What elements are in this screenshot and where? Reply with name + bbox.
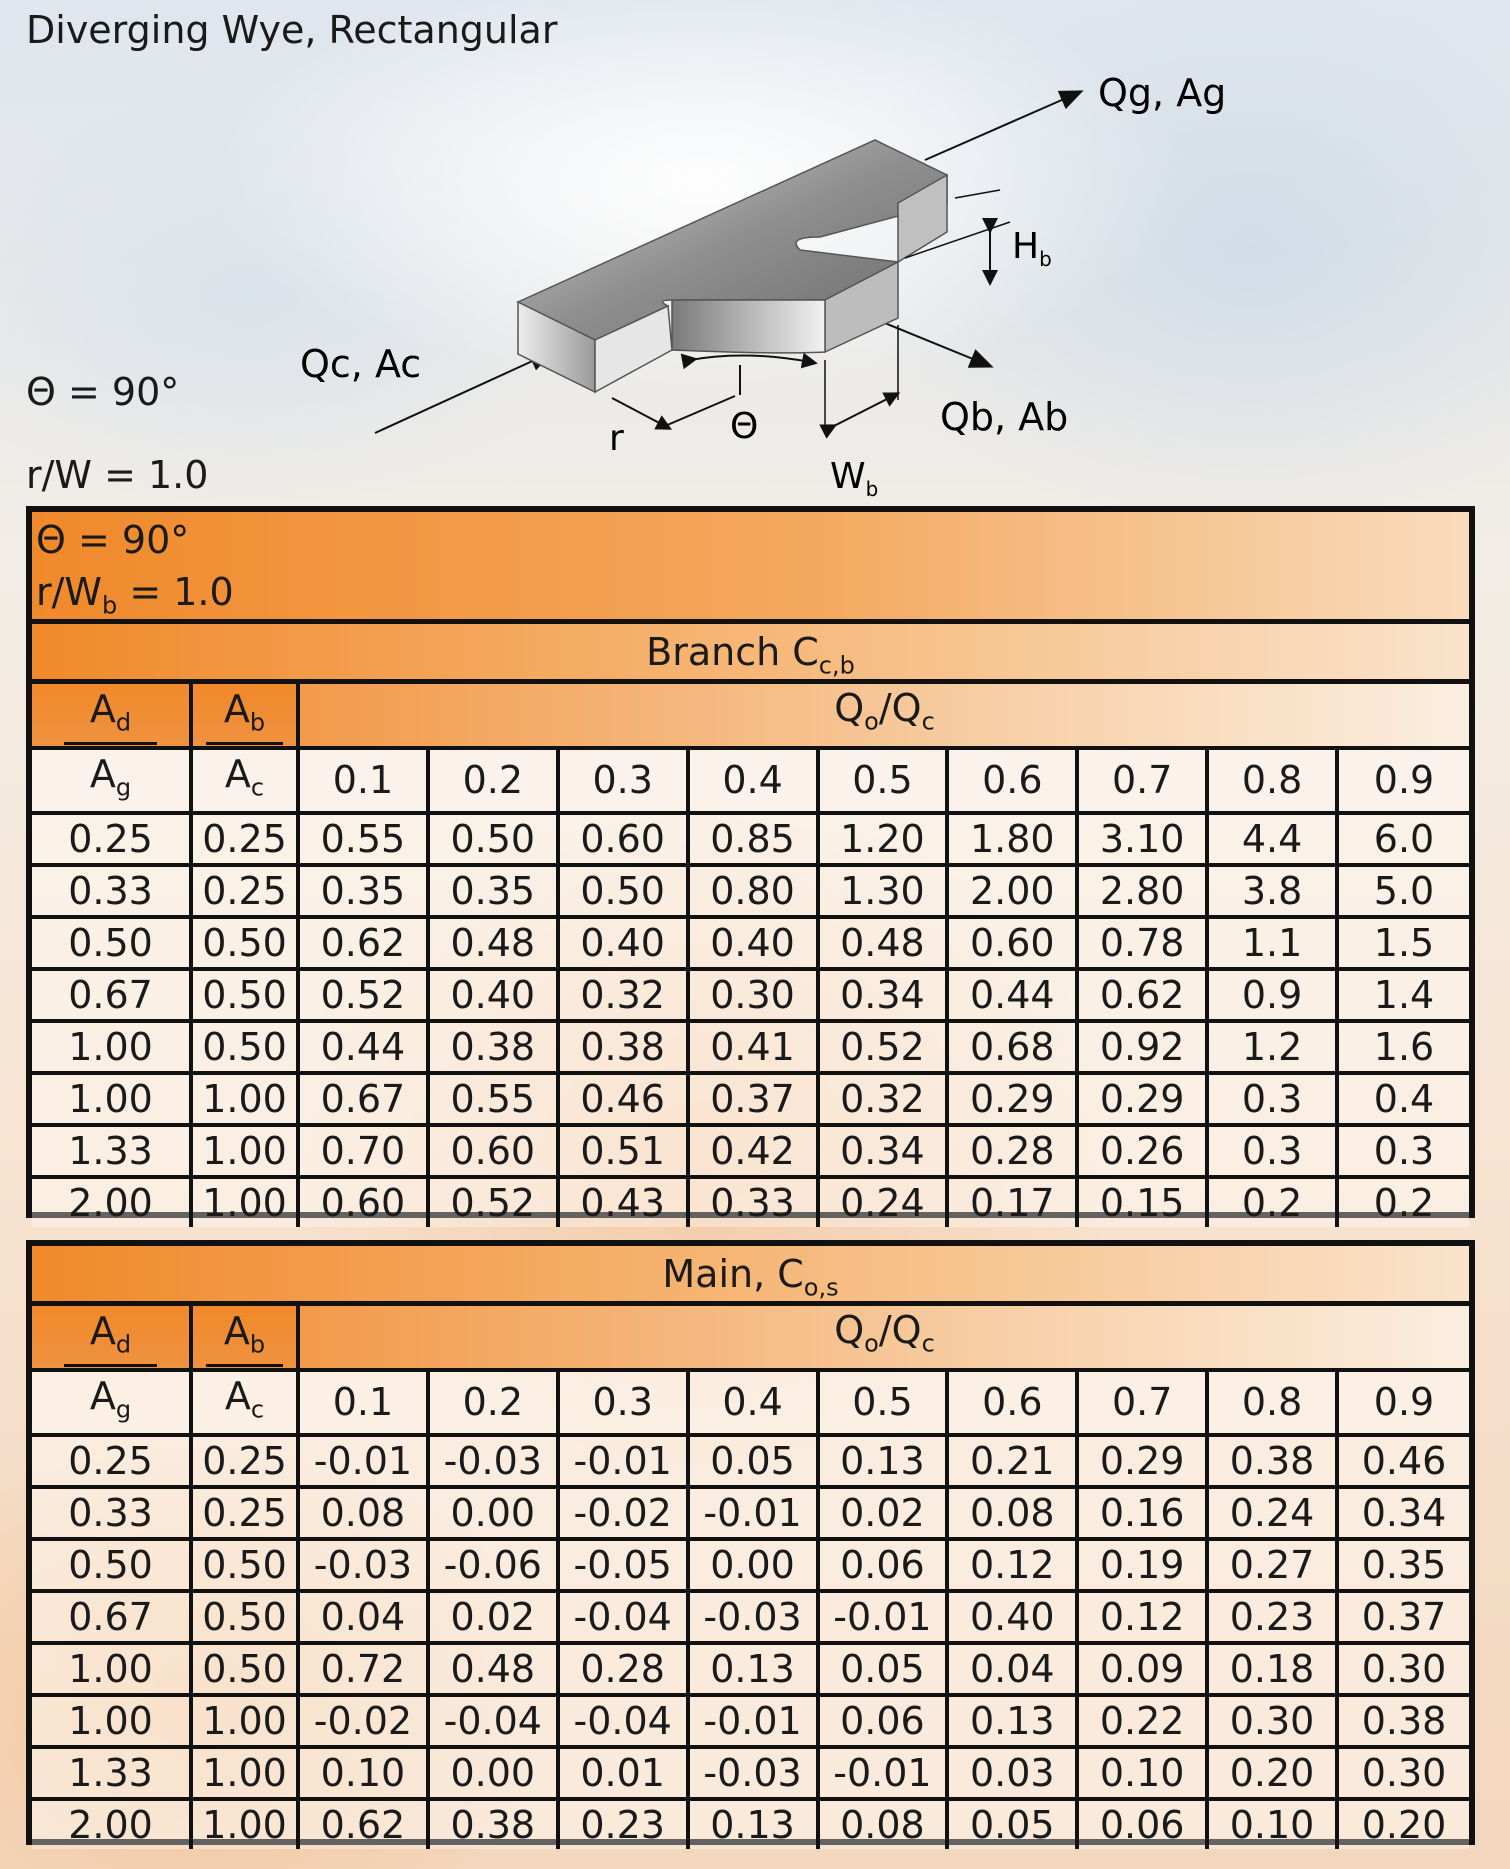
- coefficient-cell: 0.44: [949, 971, 1079, 1023]
- qc-label: Qc, Ac: [300, 342, 422, 386]
- coefficient-cell: 0.04: [300, 1593, 430, 1645]
- theta-symbol: Θ: [730, 406, 759, 447]
- coefficient-cell: -0.01: [300, 1437, 430, 1489]
- table-row: [32, 867, 1469, 919]
- coefficient-cell: 1.20: [820, 815, 950, 867]
- main-table-frame: [26, 1240, 1475, 1848]
- coefficient-cell: 1.2: [1209, 1023, 1339, 1075]
- coefficient-cell: 0.15: [1079, 1179, 1209, 1227]
- ab-ac-cell: 1.00: [193, 1127, 300, 1179]
- coefficient-cell: 0.60: [949, 919, 1079, 971]
- coefficient-cell: 0.04: [949, 1645, 1079, 1697]
- coefficient-cell: 2.80: [1079, 867, 1209, 919]
- ad-ag-cell: 1.00: [32, 1697, 193, 1749]
- coefficient-cell: 0.42: [690, 1127, 820, 1179]
- coefficient-cell: 0.2: [1209, 1179, 1339, 1227]
- coefficient-cell: 0.40: [949, 1593, 1079, 1645]
- param-theta: Θ = 90°: [36, 518, 190, 562]
- coefficient-cell: 0.43: [560, 1179, 690, 1227]
- coefficient-cell: 0.18: [1209, 1645, 1339, 1697]
- page-title: Diverging Wye, Rectangular: [26, 8, 558, 52]
- q-ratio-value: 0.9: [1339, 750, 1469, 816]
- coefficient-cell: 0.29: [1079, 1075, 1209, 1127]
- wb-label: $W_b$: [830, 456, 879, 501]
- coefficient-cell: 0.10: [1209, 1801, 1339, 1849]
- ab-header: $A_b$: [193, 1306, 300, 1372]
- ad-ag-cell: 1.00: [32, 1075, 193, 1127]
- ab-ac-cell: 0.50: [193, 919, 300, 971]
- coefficient-cell: 0.10: [300, 1749, 430, 1801]
- ad-ag-cell: 0.50: [32, 919, 193, 971]
- table-row: [32, 1541, 1469, 1593]
- coefficient-cell: 0.30: [1339, 1645, 1469, 1697]
- coefficient-cell: 0.44: [300, 1023, 430, 1075]
- coefficient-cell: 0.00: [690, 1541, 820, 1593]
- qb-label: Qb, Ab: [940, 395, 1069, 439]
- coefficient-cell: 0.08: [820, 1801, 950, 1849]
- coefficient-cell: 0.62: [300, 1801, 430, 1849]
- wb-dimension: [830, 396, 893, 428]
- coefficient-cell: 0.38: [1339, 1697, 1469, 1749]
- coefficient-cell: 3.8: [1209, 867, 1339, 919]
- ab-ac-cell: 0.25: [193, 815, 300, 867]
- coefficient-cell: 0.78: [1079, 919, 1209, 971]
- coefficient-cell: 1.4: [1339, 971, 1469, 1023]
- coefficient-cell: -0.03: [300, 1541, 430, 1593]
- coefficient-cell: 0.30: [1339, 1749, 1469, 1801]
- coefficient-cell: 0.80: [690, 867, 820, 919]
- coefficient-cell: 0.52: [820, 1023, 950, 1075]
- coefficient-cell: 0.29: [1079, 1437, 1209, 1489]
- coefficient-cell: 0.26: [1079, 1127, 1209, 1179]
- coefficient-cell: 0.3: [1209, 1075, 1339, 1127]
- ad-ag-cell: 0.33: [32, 1489, 193, 1541]
- ab-ac-cell: 1.00: [193, 1075, 300, 1127]
- coefficient-cell: 0.40: [690, 919, 820, 971]
- coefficient-cell: 0.46: [1339, 1437, 1469, 1489]
- coefficient-cell: 0.41: [690, 1023, 820, 1075]
- coefficient-cell: 0.48: [820, 919, 950, 971]
- outlet-b-arrow: [870, 317, 990, 366]
- coefficient-cell: 0.09: [1079, 1645, 1209, 1697]
- ab-ac-cell: 1.00: [193, 1697, 300, 1749]
- table-row: [32, 1645, 1469, 1697]
- ab-ac-cell: 1.00: [193, 1179, 300, 1227]
- ad-ag-cell: 2.00: [32, 1179, 193, 1227]
- coefficient-cell: 1.6: [1339, 1023, 1469, 1075]
- coefficient-cell: 0.30: [690, 971, 820, 1023]
- coefficient-cell: 0.32: [820, 1075, 950, 1127]
- coefficient-cell: 0.37: [690, 1075, 820, 1127]
- coefficient-cell: 0.10: [1079, 1749, 1209, 1801]
- coefficient-cell: 0.08: [949, 1489, 1079, 1541]
- coefficient-cell: 0.72: [300, 1645, 430, 1697]
- branch-table: [32, 684, 1469, 1227]
- coefficient-cell: 1.30: [820, 867, 950, 919]
- coefficient-cell: 4.4: [1209, 815, 1339, 867]
- ab-header: $A_b$: [193, 684, 300, 750]
- coefficient-cell: 0.48: [430, 919, 560, 971]
- table-row: [32, 815, 1469, 867]
- coefficient-cell: 2.00: [949, 867, 1079, 919]
- coefficient-cell: 0.34: [820, 1127, 950, 1179]
- coefficient-cell: 0.13: [949, 1697, 1079, 1749]
- coefficient-cell: 0.01: [560, 1749, 690, 1801]
- main-table: [32, 1306, 1469, 1849]
- coefficient-cell: 0.55: [300, 815, 430, 867]
- coefficient-cell: 0.48: [430, 1645, 560, 1697]
- coefficient-cell: 0.35: [430, 867, 560, 919]
- coefficient-cell: 0.46: [560, 1075, 690, 1127]
- r-label: r: [609, 418, 624, 459]
- coefficient-cell: 0.70: [300, 1127, 430, 1179]
- table-row: [32, 1023, 1469, 1075]
- coefficient-cell: 0.9: [1209, 971, 1339, 1023]
- coefficient-cell: 0.40: [430, 971, 560, 1023]
- table-row: [32, 1489, 1469, 1541]
- ad-ag-cell: 0.25: [32, 1437, 193, 1489]
- coefficient-cell: 0.21: [949, 1437, 1079, 1489]
- coefficient-cell: 0.3: [1209, 1127, 1339, 1179]
- coefficient-cell: -0.01: [560, 1437, 690, 1489]
- coefficient-cell: 0.02: [820, 1489, 950, 1541]
- coefficient-cell: -0.04: [430, 1697, 560, 1749]
- ab-ac-cell: 0.25: [193, 867, 300, 919]
- coefficient-cell: 0.06: [820, 1541, 950, 1593]
- curved-wall: [672, 300, 825, 353]
- q-ratio-value: 0.2: [430, 1372, 560, 1438]
- coefficient-cell: 0.24: [1209, 1489, 1339, 1541]
- ad-ag-cell: 1.00: [32, 1023, 193, 1075]
- coefficient-cell: 0.38: [430, 1801, 560, 1849]
- ab-ac-cell: 0.50: [193, 1593, 300, 1645]
- ab-ac-cell: 1.00: [193, 1749, 300, 1801]
- coefficient-cell: -0.02: [300, 1697, 430, 1749]
- coefficient-cell: 0.13: [820, 1437, 950, 1489]
- ad-header: $A_d$: [32, 684, 193, 750]
- coefficient-cell: 0.22: [1079, 1697, 1209, 1749]
- coefficient-cell: 1.80: [949, 815, 1079, 867]
- coefficient-cell: -0.05: [560, 1541, 690, 1593]
- ad-ag-cell: 1.00: [32, 1645, 193, 1697]
- coefficient-cell: 0.17: [949, 1179, 1079, 1227]
- coefficient-cell: 0.23: [1209, 1593, 1339, 1645]
- flow-ratio-header: $Q_o/Q_c$: [300, 1306, 1469, 1372]
- table-row: [32, 919, 1469, 971]
- ad-ag-cell: 0.67: [32, 1593, 193, 1645]
- coefficient-cell: 0.23: [560, 1801, 690, 1849]
- coefficient-cell: 0.20: [1339, 1801, 1469, 1849]
- branch-table-frame: [26, 506, 1475, 1226]
- table-row: [32, 971, 1469, 1023]
- coefficient-cell: 0.35: [1339, 1541, 1469, 1593]
- coefficient-cell: -0.01: [820, 1749, 950, 1801]
- ab-ac-cell: 0.25: [193, 1489, 300, 1541]
- coefficient-cell: 0.28: [560, 1645, 690, 1697]
- coefficient-cell: 0.02: [430, 1593, 560, 1645]
- q-ratio-value: 0.9: [1339, 1372, 1469, 1438]
- q-ratio-value: 0.4: [690, 1372, 820, 1438]
- coefficient-cell: 0.38: [430, 1023, 560, 1075]
- q-ratio-value: 0.4: [690, 750, 820, 816]
- q-ratio-value: 0.8: [1209, 1372, 1339, 1438]
- coefficient-cell: 0.50: [430, 815, 560, 867]
- ab-ac-cell: 1.00: [193, 1801, 300, 1849]
- coefficient-cell: 0.12: [1079, 1593, 1209, 1645]
- coefficient-cell: 0.92: [1079, 1023, 1209, 1075]
- coefficient-cell: 0.3: [1339, 1127, 1469, 1179]
- coefficient-cell: 0.4: [1339, 1075, 1469, 1127]
- coefficient-cell: 0.00: [430, 1749, 560, 1801]
- coefficient-cell: 0.2: [1339, 1179, 1469, 1227]
- coefficient-cell: 0.13: [690, 1801, 820, 1849]
- coefficient-cell: 0.85: [690, 815, 820, 867]
- coefficient-cell: 0.20: [1209, 1749, 1339, 1801]
- q-ratio-value: 0.3: [560, 1372, 690, 1438]
- q-ratio-value: 0.3: [560, 750, 690, 816]
- coefficient-cell: 0.55: [430, 1075, 560, 1127]
- coefficient-cell: 0.34: [1339, 1489, 1469, 1541]
- coefficient-cell: 0.62: [300, 919, 430, 971]
- table-row: [32, 1437, 1469, 1489]
- coefficient-cell: 0.06: [1079, 1801, 1209, 1849]
- theta-label: Θ = 90°: [26, 370, 180, 414]
- coefficient-cell: 0.33: [690, 1179, 820, 1227]
- coefficient-cell: -0.03: [430, 1437, 560, 1489]
- coefficient-cell: 0.12: [949, 1541, 1079, 1593]
- branch-section-title: Branch $C_{c,b}$: [32, 624, 1469, 684]
- q-ratio-value: 0.6: [949, 1372, 1079, 1438]
- table-row: [32, 1697, 1469, 1749]
- ab-ac-cell: 0.50: [193, 1023, 300, 1075]
- coefficient-cell: 5.0: [1339, 867, 1469, 919]
- coefficient-cell: 0.08: [300, 1489, 430, 1541]
- coefficient-cell: 0.34: [820, 971, 950, 1023]
- theta-arc: [690, 355, 810, 362]
- coefficient-cell: 0.06: [820, 1697, 950, 1749]
- coefficient-cell: 0.60: [300, 1179, 430, 1227]
- coefficient-cell: 0.52: [300, 971, 430, 1023]
- flow-ratio-header: $Q_o/Q_c$: [300, 684, 1469, 750]
- q-ratio-value: 0.1: [300, 1372, 430, 1438]
- coefficient-cell: -0.02: [560, 1489, 690, 1541]
- ac-header: $A_c$: [193, 750, 300, 816]
- ad-ag-cell: 0.50: [32, 1541, 193, 1593]
- coefficient-cell: 0.51: [560, 1127, 690, 1179]
- ad-ag-cell: 0.25: [32, 815, 193, 867]
- coefficient-cell: 6.0: [1339, 815, 1469, 867]
- ab-ac-cell: 0.50: [193, 1645, 300, 1697]
- ad-header: $A_d$: [32, 1306, 193, 1372]
- q-ratio-value: 0.1: [300, 750, 430, 816]
- ab-ac-cell: 0.50: [193, 971, 300, 1023]
- coefficient-cell: -0.01: [690, 1489, 820, 1541]
- table-row: [32, 1801, 1469, 1849]
- coefficient-cell: 0.67: [300, 1075, 430, 1127]
- coefficient-cell: -0.01: [820, 1593, 950, 1645]
- coefficient-cell: -0.04: [560, 1593, 690, 1645]
- coefficient-cell: 0.05: [690, 1437, 820, 1489]
- coefficient-cell: 0.00: [430, 1489, 560, 1541]
- coefficient-cell: 0.35: [300, 867, 430, 919]
- coefficient-cell: 0.62: [1079, 971, 1209, 1023]
- wye-diagram: [0, 60, 1510, 510]
- table-row: [32, 1075, 1469, 1127]
- coefficient-cell: 0.03: [949, 1749, 1079, 1801]
- ab-ac-cell: 0.50: [193, 1541, 300, 1593]
- coefficient-cell: -0.06: [430, 1541, 560, 1593]
- coefficient-cell: 0.05: [820, 1645, 950, 1697]
- coefficient-cell: 0.38: [560, 1023, 690, 1075]
- ad-ag-cell: 1.33: [32, 1127, 193, 1179]
- coefficient-cell: 0.32: [560, 971, 690, 1023]
- outlet-g-arrow: [925, 92, 1080, 160]
- coefficient-cell: -0.04: [560, 1697, 690, 1749]
- coefficient-cell: 0.05: [949, 1801, 1079, 1849]
- coefficient-cell: 0.68: [949, 1023, 1079, 1075]
- qg-label: Qg, Ag: [1098, 71, 1227, 115]
- coefficient-cell: 0.50: [560, 867, 690, 919]
- coefficient-cell: 3.10: [1079, 815, 1209, 867]
- table-row: [32, 1127, 1469, 1179]
- coefficient-cell: 0.28: [949, 1127, 1079, 1179]
- coefficient-cell: 0.27: [1209, 1541, 1339, 1593]
- coefficient-cell: 0.60: [430, 1127, 560, 1179]
- ac-header: $A_c$: [193, 1372, 300, 1438]
- ad-ag-cell: 2.00: [32, 1801, 193, 1849]
- coefficient-cell: 0.16: [1079, 1489, 1209, 1541]
- table-row: [32, 1593, 1469, 1645]
- coefficient-cell: -0.03: [690, 1749, 820, 1801]
- ad-ag-cell: 0.67: [32, 971, 193, 1023]
- hb-label: $H_b$: [1012, 226, 1052, 271]
- coefficient-cell: 0.60: [560, 815, 690, 867]
- q-ratio-value: 0.6: [949, 750, 1079, 816]
- parameter-box: [32, 512, 1469, 624]
- coefficient-cell: 1.5: [1339, 919, 1469, 971]
- q-ratio-value: 0.7: [1079, 750, 1209, 816]
- ag-header: $A_g$: [32, 750, 193, 816]
- ad-ag-cell: 1.33: [32, 1749, 193, 1801]
- ad-ag-cell: 0.33: [32, 867, 193, 919]
- q-ratio-value: 0.5: [820, 1372, 950, 1438]
- ab-ac-cell: 0.25: [193, 1437, 300, 1489]
- coefficient-cell: -0.03: [690, 1593, 820, 1645]
- coefficient-cell: 0.29: [949, 1075, 1079, 1127]
- table-row: [32, 1749, 1469, 1801]
- table-row: [32, 1179, 1469, 1227]
- rw-label: r/W = 1.0: [26, 453, 209, 497]
- ag-header: $A_g$: [32, 1372, 193, 1438]
- param-rwb: $r/W_b = 1.0$: [36, 570, 234, 620]
- coefficient-cell: 0.52: [430, 1179, 560, 1227]
- main-section-title: Main, $C_{o,s}$: [32, 1246, 1469, 1306]
- coefficient-cell: 0.40: [560, 919, 690, 971]
- coefficient-cell: 0.24: [820, 1179, 950, 1227]
- coefficient-cell: 0.13: [690, 1645, 820, 1697]
- coefficient-cell: 1.1: [1209, 919, 1339, 971]
- q-ratio-value: 0.7: [1079, 1372, 1209, 1438]
- coefficient-cell: -0.01: [690, 1697, 820, 1749]
- coefficient-cell: 0.19: [1079, 1541, 1209, 1593]
- q-ratio-value: 0.5: [820, 750, 950, 816]
- q-ratio-value: 0.2: [430, 750, 560, 816]
- coefficient-cell: 0.30: [1209, 1697, 1339, 1749]
- coefficient-cell: 0.38: [1209, 1437, 1339, 1489]
- q-ratio-value: 0.8: [1209, 750, 1339, 816]
- coefficient-cell: 0.37: [1339, 1593, 1469, 1645]
